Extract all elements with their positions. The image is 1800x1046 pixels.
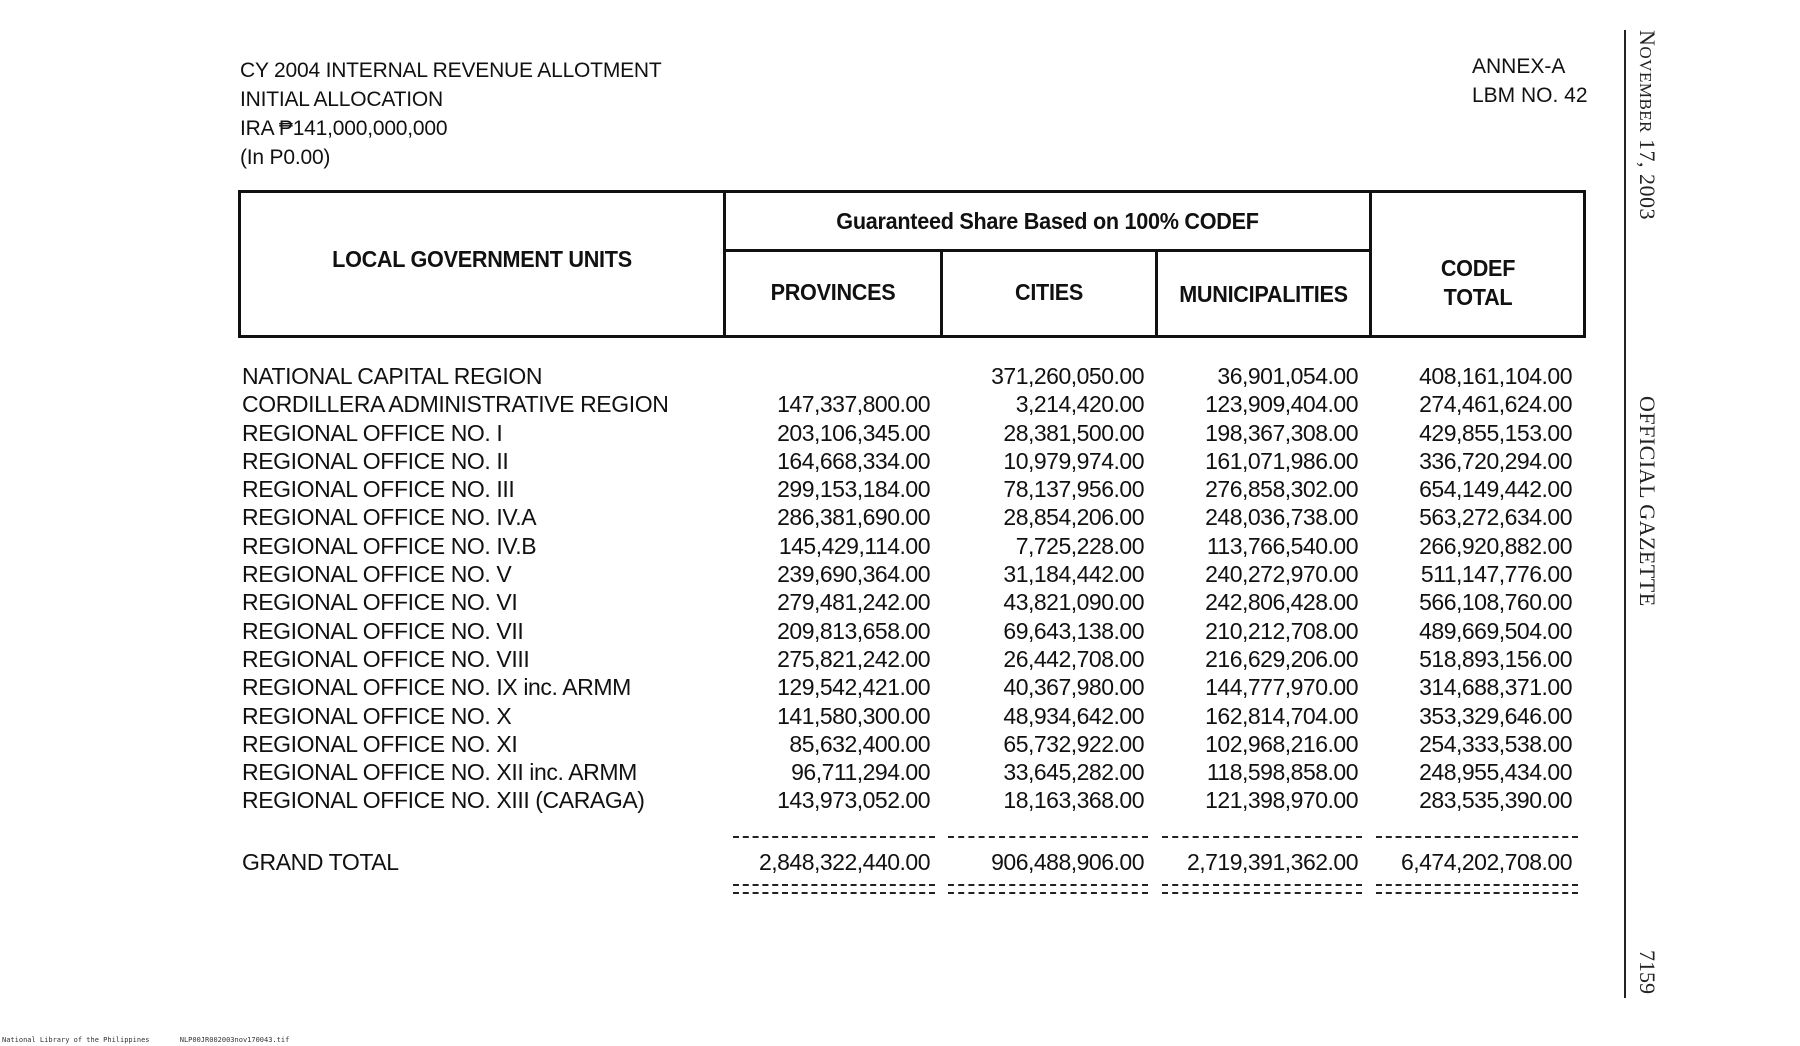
lbm-number: LBM NO. 42 (1472, 84, 1588, 107)
subtotal-rule (1376, 836, 1578, 838)
publication-date: NOVEMBER 17, 2003 (1635, 30, 1660, 221)
codef-total-value: 353,329,646.00 (1419, 702, 1572, 729)
municipalities-value: 242,806,428.00 (1205, 589, 1358, 616)
lgu-name: REGIONAL OFFICE NO. XIII (CARAGA) (242, 787, 645, 814)
lgu-name: REGIONAL OFFICE NO. IV.A (242, 504, 537, 531)
header-divider (723, 249, 1371, 252)
provinces-value: 209,813,658.00 (777, 617, 930, 644)
margin-rule (1624, 30, 1626, 998)
cities-value: 69,643,138.00 (1003, 617, 1144, 644)
provinces-value: 85,632,400.00 (789, 730, 930, 757)
codef-total-value: 429,855,153.00 (1419, 419, 1572, 446)
subtotal-rule (733, 836, 935, 838)
total-double-rule (948, 884, 1148, 894)
column-header-codef-total: CODEF TOTAL (1440, 255, 1516, 310)
cities-value: 3,214,420.00 (1015, 391, 1144, 418)
document-header (240, 56, 662, 172)
table-row (240, 758, 1580, 786)
municipalities-value: 144,777,970.00 (1205, 674, 1358, 701)
codef-total-value: 274,461,624.00 (1419, 391, 1572, 418)
cities-value: 26,442,708.00 (1003, 645, 1144, 672)
codef-total-value: 248,955,434.00 (1419, 759, 1572, 786)
lgu-name: REGIONAL OFFICE NO. II (242, 447, 509, 474)
provinces-value: 141,580,300.00 (777, 702, 930, 729)
header-title: CY 2004 INTERNAL REVENUE ALLOTMENT (240, 59, 662, 82)
subtotal-rule (948, 836, 1148, 838)
table-row (240, 503, 1580, 531)
provinces-value: 145,429,114.00 (778, 532, 930, 559)
scan-filename: NLP00JR002003nov170043.tif (179, 1036, 290, 1044)
header-unit-note: (In P0.00) (240, 146, 331, 169)
municipalities-value: 113,766,540.00 (1206, 532, 1358, 559)
lgu-name: REGIONAL OFFICE NO. VIII (242, 645, 530, 672)
municipalities-value: 216,629,206.00 (1205, 645, 1358, 672)
cities-value: 7,725,228.00 (1015, 532, 1144, 559)
lgu-name: NATIONAL CAPITAL REGION (242, 363, 543, 389)
provinces-value: 147,337,800.00 (777, 391, 930, 418)
cities-value: 65,732,922.00 (1003, 730, 1144, 757)
codef-total-value: 314,688,371.00 (1419, 674, 1572, 701)
table-row (240, 702, 1580, 730)
header-divider (1369, 192, 1372, 337)
codef-total-value: 563,272,634.00 (1419, 504, 1572, 531)
provinces-value: 96,711,294.00 (791, 759, 930, 786)
cities-value: 28,854,206.00 (1003, 504, 1144, 531)
municipalities-value: 161,071,986.00 (1205, 447, 1358, 474)
table-row (240, 560, 1580, 588)
table-row (240, 532, 1580, 560)
provinces-value: 129,542,421.00 (777, 674, 930, 701)
provinces-value: 239,690,364.00 (777, 561, 930, 588)
cities-value: 78,137,956.00 (1003, 476, 1144, 503)
provinces-value: 275,821,242.00 (777, 645, 930, 672)
scan-footer (2, 1036, 315, 1044)
municipalities-value: 121,398,970.00 (1205, 787, 1358, 814)
subtotal-rule (1162, 836, 1362, 838)
annex-reference (1472, 52, 1588, 110)
total-double-rule (733, 884, 935, 894)
column-header-cities: CITIES (1014, 279, 1083, 305)
lgu-name: REGIONAL OFFICE NO. VII (242, 617, 524, 644)
grand-total-municipalities: 2,719,391,362.00 (1186, 849, 1358, 875)
lgu-name: REGIONAL OFFICE NO. IV.B (242, 532, 537, 559)
page-number: 7159 (1635, 950, 1660, 994)
table-row (240, 645, 1580, 673)
provinces-value: 143,973,052.00 (777, 787, 930, 814)
provinces-value: 299,153,184.00 (777, 476, 930, 503)
lgu-name: REGIONAL OFFICE NO. XII inc. ARMM (242, 759, 637, 786)
municipalities-value: 102,968,216.00 (1205, 730, 1358, 757)
header-subtitle: INITIAL ALLOCATION (240, 88, 443, 111)
codef-total-value: 408,161,104.00 (1419, 363, 1572, 389)
municipalities-value: 248,036,738.00 (1205, 504, 1358, 531)
lgu-name: REGIONAL OFFICE NO. X (242, 702, 512, 729)
table-row (240, 588, 1580, 616)
table-row (240, 673, 1580, 701)
lgu-name: REGIONAL OFFICE NO. III (242, 476, 515, 503)
grand-total-label: GRAND TOTAL (242, 849, 399, 875)
grand-total-provinces: 2,848,322,440.00 (758, 849, 930, 875)
codef-total-value: 489,669,504.00 (1419, 617, 1572, 644)
table-row (240, 362, 1580, 390)
column-header-lgu: LOCAL GOVERNMENT UNITS (332, 246, 632, 272)
total-double-rule (1376, 884, 1578, 894)
header-divider (723, 192, 726, 337)
table-body (240, 362, 1580, 815)
lgu-name: REGIONAL OFFICE NO. IX inc. ARMM (242, 674, 631, 701)
codef-total-value: 266,920,882.00 (1419, 532, 1572, 559)
grand-total-codef: 6,474,202,708.00 (1400, 849, 1572, 875)
municipalities-value: 162,814,704.00 (1205, 702, 1358, 729)
municipalities-value: 36,901,054.00 (1217, 363, 1358, 389)
cities-value: 31,184,442.00 (1003, 561, 1144, 588)
publication-name: OFFICIAL GAZETTE (1635, 396, 1660, 607)
cities-value: 28,381,500.00 (1003, 419, 1144, 446)
provinces-value: 286,381,690.00 (777, 504, 930, 531)
codef-total-value: 518,893,156.00 (1419, 645, 1572, 672)
cities-value: 18,163,368.00 (1003, 787, 1144, 814)
total-double-rule (1162, 884, 1362, 894)
cities-value: 43,821,090.00 (1003, 589, 1144, 616)
column-header-provinces: PROVINCES (770, 279, 896, 305)
lgu-name: REGIONAL OFFICE NO. XI (242, 730, 518, 757)
cities-value: 371,260,050.00 (991, 363, 1144, 389)
table-row (240, 617, 1580, 645)
cities-value: 40,367,980.00 (1003, 674, 1144, 701)
municipalities-value: 276,858,302.00 (1205, 476, 1358, 503)
municipalities-value: 118,598,858.00 (1206, 759, 1358, 786)
lgu-name: REGIONAL OFFICE NO. I (242, 419, 503, 446)
table-row (240, 730, 1580, 758)
codef-total-value: 254,333,538.00 (1419, 730, 1572, 757)
municipalities-value: 210,212,708.00 (1205, 617, 1358, 644)
column-group-header: Guaranteed Share Based on 100% CODEF (836, 208, 1259, 234)
codef-total-value: 511,147,776.00 (1420, 561, 1572, 588)
municipalities-value: 240,272,970.00 (1205, 561, 1358, 588)
codef-total-value: 283,535,390.00 (1419, 787, 1572, 814)
cities-value: 48,934,642.00 (1003, 702, 1144, 729)
table-row (240, 447, 1580, 475)
library-credit: National Library of the Philippines (2, 1036, 150, 1044)
annex-label: ANNEX-A (1472, 55, 1566, 78)
codef-total-value: 654,149,442.00 (1419, 476, 1572, 503)
provinces-value: 203,106,345.00 (777, 419, 930, 446)
cities-value: 33,645,282.00 (1003, 759, 1144, 786)
codef-total-value: 566,108,760.00 (1419, 589, 1572, 616)
header-divider (940, 250, 943, 337)
table-row (240, 475, 1580, 503)
lgu-name: REGIONAL OFFICE NO. V (242, 561, 512, 588)
header-divider (1155, 250, 1158, 337)
codef-total-value: 336,720,294.00 (1419, 447, 1572, 474)
column-header-municipalities: MUNICIPALITIES (1179, 281, 1348, 307)
table-row (240, 390, 1580, 418)
table-row (240, 786, 1580, 814)
grand-total-cities: 906,488,906.00 (991, 849, 1144, 875)
table-row (240, 419, 1580, 447)
municipalities-value: 123,909,404.00 (1205, 391, 1358, 418)
lgu-name: CORDILLERA ADMINISTRATIVE REGION (242, 391, 669, 418)
provinces-value: 164,668,334.00 (777, 447, 930, 474)
cities-value: 10,979,974.00 (1003, 447, 1144, 474)
lgu-name: REGIONAL OFFICE NO. VI (242, 589, 518, 616)
municipalities-value: 198,367,308.00 (1205, 419, 1358, 446)
header-ira-amount: IRA ₱141,000,000,000 (240, 117, 448, 140)
provinces-value: 279,481,242.00 (777, 589, 930, 616)
